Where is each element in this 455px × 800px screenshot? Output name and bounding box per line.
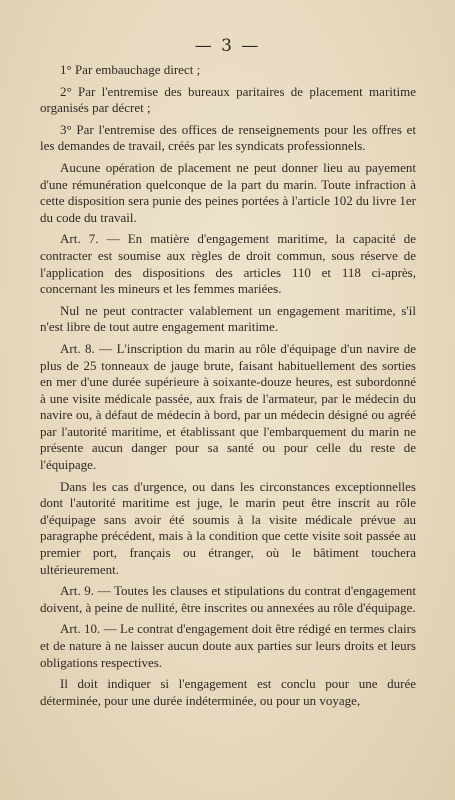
paragraph-1: 1° Par embauchage direct ; [60, 62, 201, 77]
body-text [40, 62, 416, 714]
article-7: Art. 7. — En matière d'engagement maritime, la capacité de contracter est soumise aux règles de droit commun, sous réserve de l'application des dispositions des articles 110 et 118 ci-après, concernant les mineurs et les femmes mariées. [40, 231, 416, 297]
page-number: — 3 — [194, 36, 261, 56]
article-9: Art. 9. — Toutes les clauses et stipulations du contrat d'engagement doivent, à peine de nullité, être inscrites ou annexées au rôle d'équipage. [40, 583, 416, 615]
paragraph-11: Il doit indiquer si l'engagement est conclu pour une durée déterminée, pour une durée indéterminée, ou pour un voyage, [40, 676, 416, 708]
paragraph-4: Aucune opération de placement ne peut donner lieu au payement d'une rémunération quelconque de la part du marin. Toute infraction à cette disposition sera punie des peines portées à l'article 102 du livre 1er du code du travail. [40, 159, 416, 225]
paragraph-8: Dans les cas d'urgence, ou dans les circonstances exceptionnelles dont l'autorité maritime est juge, le marin peut être inscrit au rôle d'équipage sans avoir été soumis à la visite médicale prévue au paragraphe précédent, mais à la condition que cette visite soit passée au premier port, français ou étranger, où le bâtiment touchera ultérieurement. [40, 478, 416, 577]
paragraph-3: 3° Par l'entremise des offices de renseignements pour les offres et les demandes de travail, créés par les syndicats professionnels. [40, 121, 416, 154]
paragraph-6: Nul ne peut contracter valablement un engagement maritime, s'il n'est libre de tout autre engagement maritime. [40, 302, 416, 335]
article-8: Art. 8. — L'inscription du marin au rôle d'équipage d'un navire de plus de 25 tonneaux de jauge brute, faisant habituellement des sorties en mer d'une durée supérieure à soixante-douze heures, est subordonné à une visite médicale passée, aux frais de l'armateur, par le médecin du navire ou, à défaut de médecin à bord, par un médecin désigné ou agréé par l'autorité maritime, et établissant que l'embarquement du marin ne présente aucun danger pour sa santé ou pour celle du reste de l'équipage. [40, 340, 416, 473]
article-10: Art. 10. — Le contrat d'engagement doit être rédigé en termes clairs et de nature à ne laisser aucun doute aux parties sur leurs droits et leurs obligations respectives. [40, 621, 416, 670]
paragraph-2: 2° Par l'entremise des bureaux paritaires de placement maritime organisés par décret ; [40, 83, 416, 116]
